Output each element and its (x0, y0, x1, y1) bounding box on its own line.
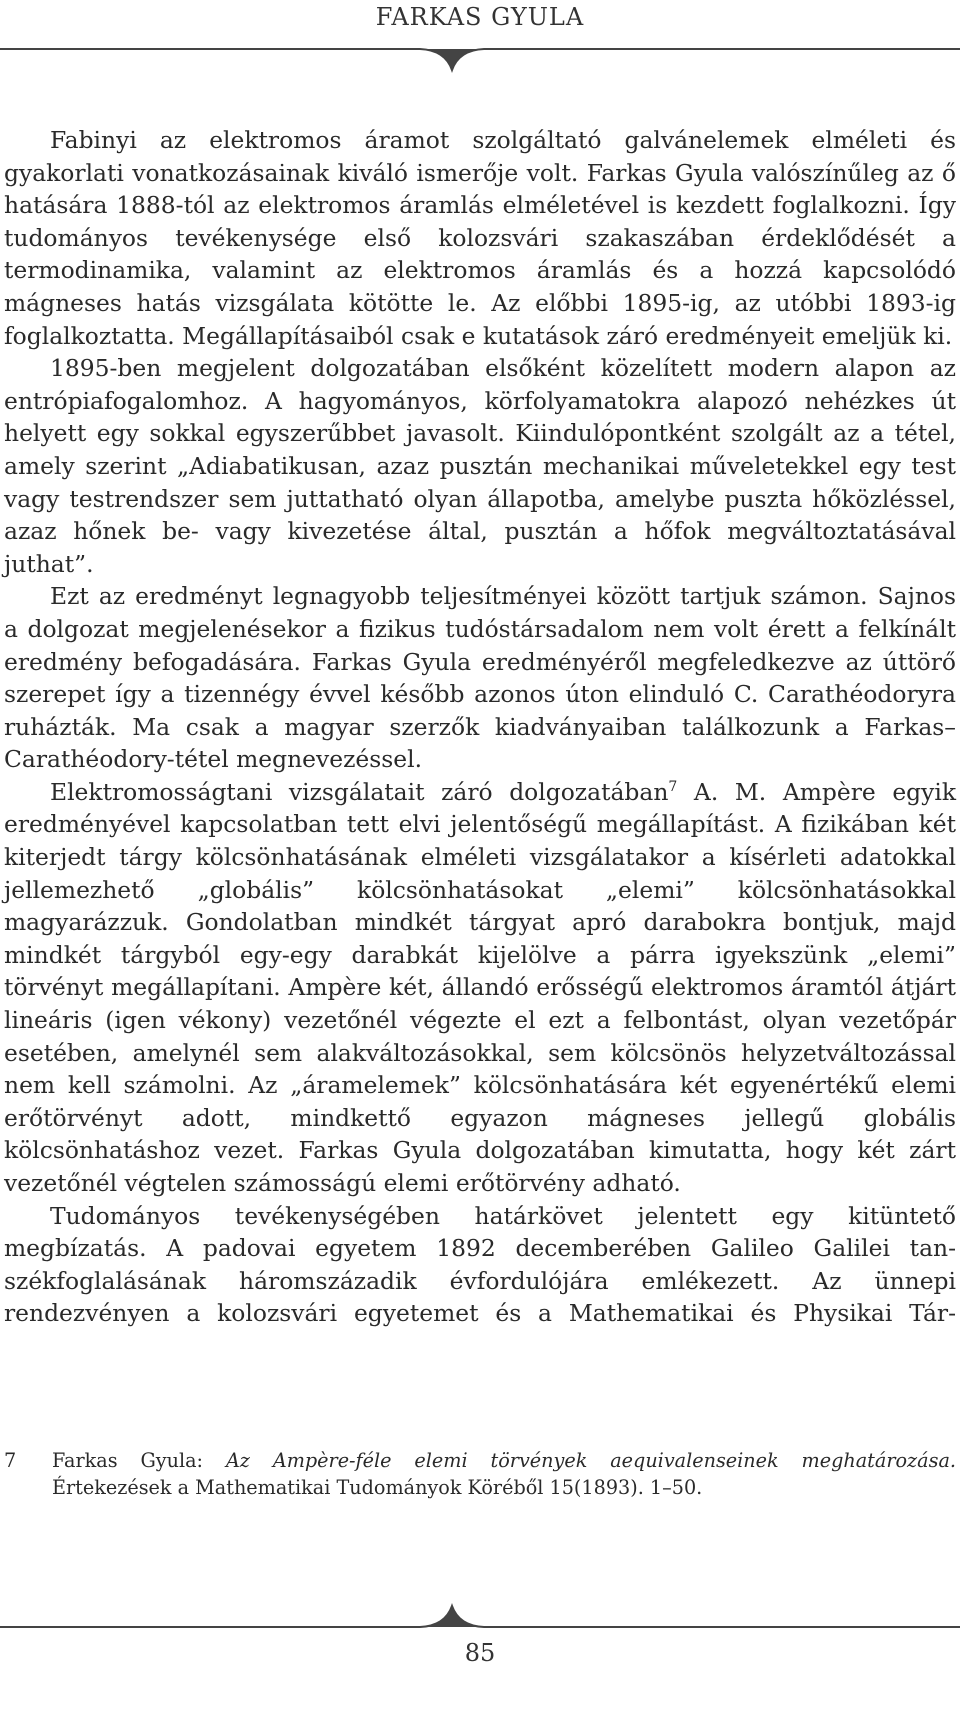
paragraph: Ezt az eredményt legnagyobb teljesítményei között tartjuk számon. Sajnos a dolgozat megjelenésekor a fizikus tudóstársadalom nem volt érett a felkínált eredmény befogadására. Farkas Gyula eredményéről megfeledkezve az úttörő szerepet így a tizennégy évvel később azonos úton elinduló C. Carathéodoryra ruházták. Ma csak a magyar szerzők kiadványaiban találkozunk a Farkas–Carathéodory-tétel megnevezéssel. (4, 582, 956, 774)
footnote-author: Farkas Gyula: (52, 1449, 226, 1472)
header-ornament-divider (0, 44, 960, 84)
footer-ornament-divider (0, 1592, 960, 1632)
paragraph-lead: Elektromosságtani vizsgálatait záró dolgozatában (50, 777, 669, 806)
footnote-citation-line (52, 1447, 956, 1474)
footnote (4, 1447, 956, 1501)
body-text (4, 124, 956, 1330)
paragraph: 1895-ben megjelent dolgozatában elsőként közelített modern alapon az entrópiafogalomhoz. A hagyományos, körfolyamatokra alapozó nehézkes út helyett egy sokkal egyszerűbbet javasolt. Kiindulópontként szolgált az a tétel, amely szerint „Adiabatikusan, azaz pusztán mechanikai műveletekkel egy test vagy testrendszer sem juttatható olyan állapotba, amelybe puszta hőközléssel, azaz hőnek be- vagy kivezetése által, pusztán a hőfok megváltoztatásával juthat”. (4, 354, 956, 578)
footnote-reference: 7 (668, 779, 678, 796)
running-title: FARKAS GYULA (375, 3, 585, 31)
footnote-title: Az Ampère-féle elemi törvények aequivalenseinek meghatározása. (225, 1449, 956, 1472)
paragraph-rest: A. M. Ampère egyik eredményével kapcsolatban tett elvi jelentőségű megállapítást. A fizikában két kiterjedt tárgy kölcsönhatásának elméleti vizsgálatakor a kísérleti adatokkal jellemezhető „globális” kölcsönhatásokat „elemi” kölcsönhatásokkal magyarázzuk. Gondolatban mindkét tárgyat apró darabokra bontjuk, majd mindkét tárgyból egy-egy darabkát kijelölve a párra igyekszünk „elemi” törvényt megállapítani. Ampère két, állandó erősségű elektromos áramtól átjárt lineáris (igen vékony) vezetőnél végezte el ezt a felbontást, olyan vezetőpár esetében, amelynél sem alakváltozásokkal, sem kölcsönös helyzetváltozással nem kell számolni. Az „áramelemek” kölcsönhatására két egyenértékű elemi erőtörvényt adott, mindkettő egyazon mágneses jellegű globális kölcsönhatáshoz vezet. Farkas Gyula dolgozatában kimutatta, hogy két zárt vezetőnél végtelen számosságú elemi erőtörvény adható. (4, 777, 956, 1197)
page-number: 85 (464, 1639, 496, 1667)
paragraph: Tudományos tevékenységében határkövet jelentett egy kitüntető megbízatás. A padovai egyetem 1892 decemberében Galileo Galilei tanszékfoglalásának háromszázadik évfordulójára emlékezett. Az ünnepi rendezvényen a kolozsvári egyetemet és a Mathematikai és Physikai Tár- (4, 1201, 956, 1328)
footnote-text (52, 1447, 956, 1501)
paragraph: Fabinyi az elektromos áramot szolgáltató galvánelemek elméleti és gyakorlati vonatkozásainak kiváló ismerője volt. Farkas Gyula valószínűleg az ő hatására 1888-tól az elektromos áramlás elméletével is kezdett foglalkozni. Így tudományos tevékenysége első kolozsvári szakaszában érdeklődését a termodinamika, valamint az elektromos áramlás és a hozzá kapcsolódó mágneses hatás vizsgálata kötötte le. Az előbbi 1895-ig, az utóbbi 1893-ig foglalkoztatta. Megállapításaiból csak e kutatások záró eredményeit emeljük ki. (4, 126, 956, 350)
footnote-source: Értekezések a Mathematikai Tudományok Köréből 15(1893). 1–50. (52, 1476, 703, 1499)
paragraph (4, 776, 956, 1200)
footnote-number: 7 (4, 1449, 17, 1472)
